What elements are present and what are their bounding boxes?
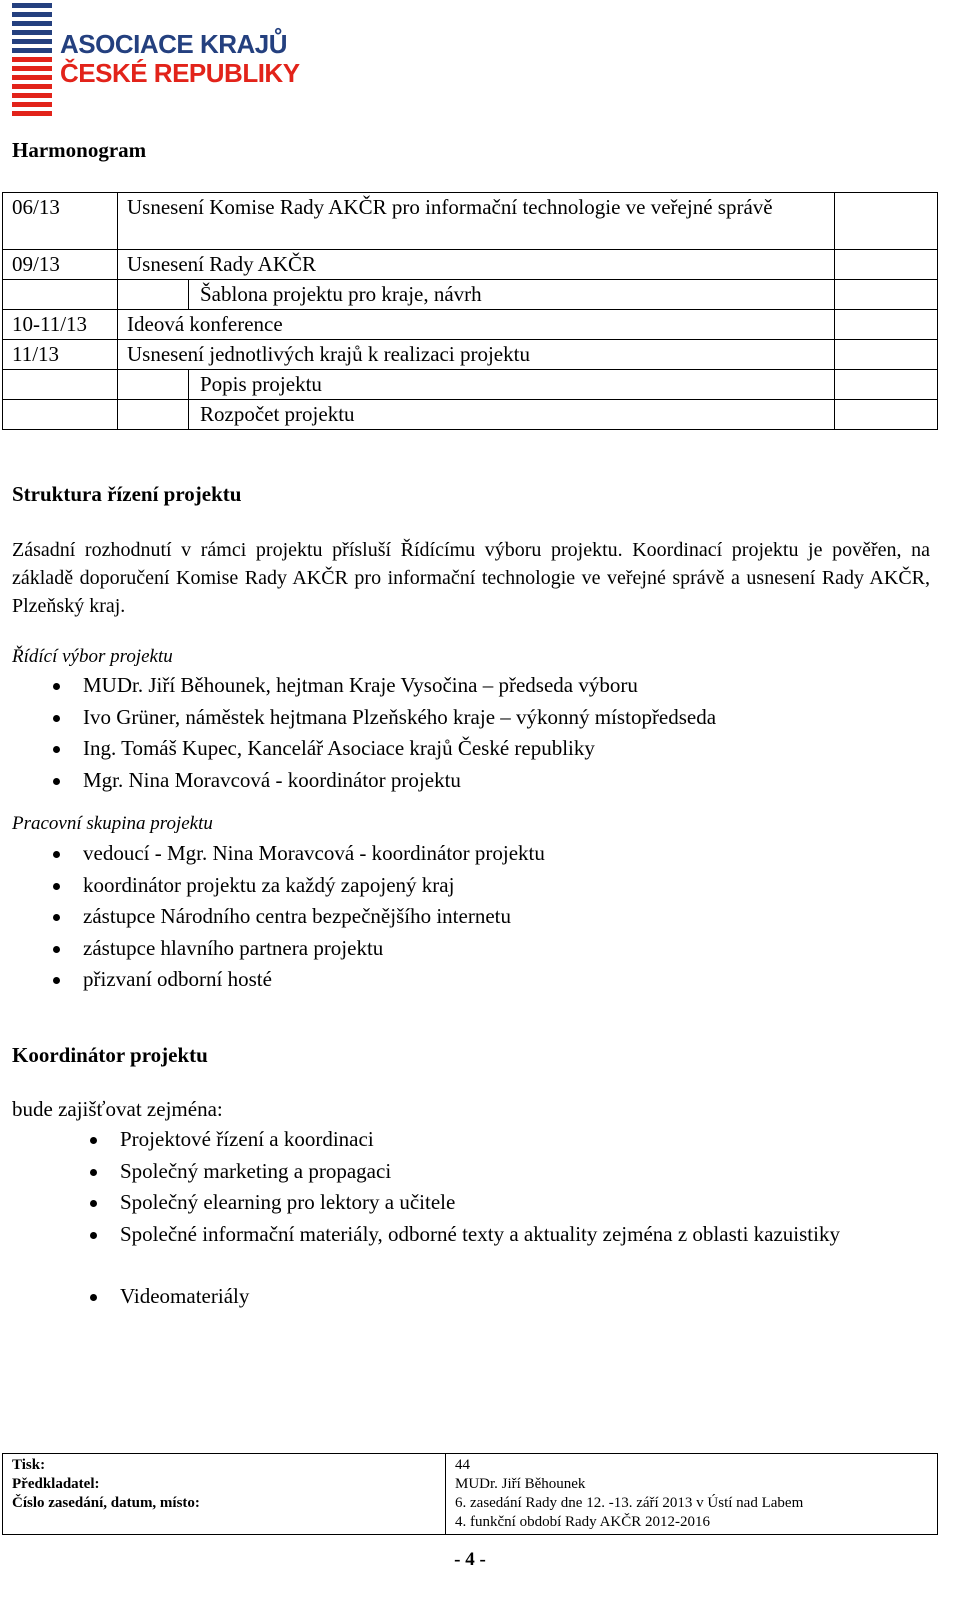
bullet-icon [90,1294,97,1301]
bullet-icon [53,977,60,984]
bullet-icon [53,746,60,753]
list-item: Mgr. Nina Moravcová - koordinátor projektu [83,765,933,797]
koordinator-heading: Koordinátor projektu [12,1043,208,1067]
logo [60,30,300,88]
list-item: přizvaní odborní hosté [83,964,933,996]
empty-cell [835,400,938,430]
text-cell: Šablona projektu pro kraje, návrh [189,280,835,310]
ridici-title: Řídící výbor projektu [12,646,173,667]
text-cell: Usnesení jednotlivých krajů k realizaci projektu [118,340,835,370]
ridici-list [83,670,933,796]
list-item: Společný elearning pro lektory a učitele [120,1187,860,1219]
bullet-icon [53,851,60,858]
struktura-heading: Struktura řízení projektu [12,482,242,506]
text-cell: Usnesení Komise Rady AKČR pro informační technologie ve veřejné správě [118,193,835,250]
bullet-icon [53,778,60,785]
koordinator-list [120,1124,860,1312]
date-cell: 11/13 [3,340,118,370]
bullet-icon [53,683,60,690]
table-row [3,370,938,400]
footer-labels: Tisk: Předkladatel: Číslo zasedání, datum, místo: [3,1454,446,1535]
table-row [3,1454,938,1535]
empty-cell [835,340,938,370]
date-cell: 06/13 [3,193,118,250]
list-item: Společné informační materiály, odborné texty a aktuality zejména z oblasti kazuistiky [120,1219,860,1281]
date-cell [3,370,118,400]
bullet-icon [90,1169,97,1176]
page-number: - 4 - [454,1549,486,1570]
text-cell: Usnesení Rady AKČR [118,250,835,280]
bullet-icon [90,1137,97,1144]
koordinator-intro: bude zajišťovat zejména: [12,1097,223,1121]
pracovni-title: Pracovní skupina projektu [12,813,213,834]
empty-cell [835,193,938,250]
bullet-icon [90,1200,97,1207]
empty-cell [835,310,938,340]
table-row [3,340,938,370]
list-item: zástupce Národního centra bezpečnějšího internetu [83,901,933,933]
spacer-cell [118,280,189,310]
table-row [3,310,938,340]
bullet-icon [53,914,60,921]
bullet-icon [53,883,60,890]
date-cell [3,400,118,430]
date-cell: 10-11/13 [3,310,118,340]
schedule-table [2,192,938,430]
list-item: Společný marketing a propagaci [120,1156,860,1188]
list-item: Ing. Tomáš Kupec, Kancelář Asociace krajů České republiky [83,733,933,765]
text-cell: Ideová konference [118,310,835,340]
list-item: MUDr. Jiří Běhounek, hejtman Kraje Vysočina – předseda výboru [83,670,933,702]
bullet-icon [53,946,60,953]
list-item: Ivo Grüner, náměstek hejtmana Plzeňského kraje – výkonný místopředseda [83,702,933,734]
logo-stripes [12,3,52,125]
table-row [3,280,938,310]
spacer-cell [118,400,189,430]
table-row [3,400,938,430]
table-row [3,250,938,280]
list-item: koordinátor projektu za každý zapojený kraj [83,870,933,902]
empty-cell [835,280,938,310]
spacer-cell [118,370,189,400]
bullet-icon [90,1232,97,1239]
date-cell: 09/13 [3,250,118,280]
logo-line2: ČESKÉ REPUBLIKY [60,58,300,88]
text-cell: Popis projektu [189,370,835,400]
footer-values: 44 MUDr. Jiří Běhounek 6. zasedání Rady dne 12. -13. září 2013 v Ústí nad Labem 4. funkční období Rady AKČR 2012-2016 [446,1454,938,1535]
bullet-icon [53,715,60,722]
table-row [3,193,938,250]
pracovni-list [83,838,933,996]
empty-cell [835,370,938,400]
harmonogram-heading: Harmonogram [12,138,147,162]
date-cell [3,280,118,310]
empty-cell [835,250,938,280]
struktura-paragraph: Zásadní rozhodnutí v rámci projektu přísluší Řídícímu výboru projektu. Koordinací projektu je pověřen, na základě doporučení Komise Rady AKČR pro informační technologie ve veřejné správě a usnesení Rady AKČR, Plzeňský kraj. [12,539,930,617]
footer-table [2,1453,938,1535]
list-item: Projektové řízení a koordinaci [120,1124,860,1156]
list-item: zástupce hlavního partnera projektu [83,933,933,965]
text-cell: Rozpočet projektu [189,400,835,430]
logo-line1: ASOCIACE KRAJŮ [60,29,288,59]
list-item: Videomateriály [120,1281,860,1313]
list-item: vedoucí - Mgr. Nina Moravcová - koordinátor projektu [83,838,933,870]
